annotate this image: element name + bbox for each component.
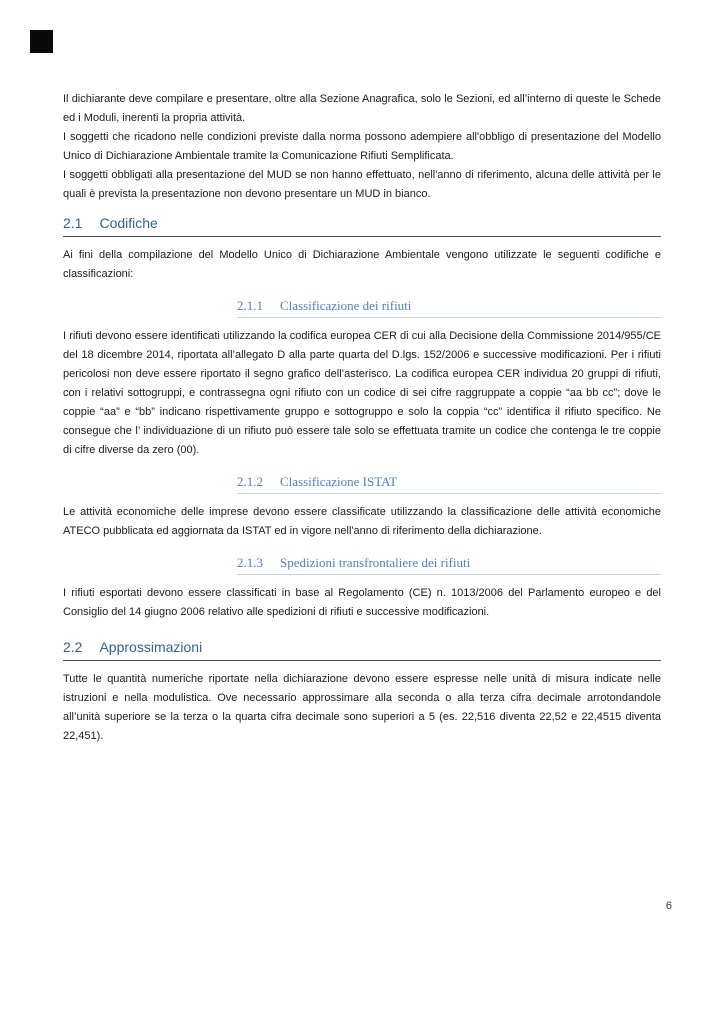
subsection-body-classificazione-rifiuti: I rifiuti devono essere identificati utilizzando la codifica europea CER di cui alla Decisione della Commissione 2014/955/CE del 18 dicembre 2014, riportata all’allegato D alla parte quarta del D.lgs. 152/2006 e successive modificazioni. Per i rifiuti pericolosi non deve essere riportato il segno grafico dell’asterisco. La codifica europea CER individua 20 gruppi di rifiuti, con i relativi sottogruppi, e contrassegna ogni rifiuto con un codice di sei cifre raggruppate a coppie “aa bb cc”; dove le coppie “aa” e “bb” indicano rispettivamente gruppo e sottogruppo e solo la coppia “cc” identifica il rifiuto specifico. Ne consegue che l’ individuazione di un rifiuto può essere tale solo se effettuata tramite un codice che contenga le tre coppie di cifre diverse da zero (00). (63, 330, 661, 456)
document-content (63, 90, 661, 746)
intro-paragraph-3: I soggetti obbligati alla presentazione del MUD se non hanno effettuato, nell'anno di riferimento, alcuna delle attività per le quali è prevista la presentazione non devono presentare un MUD in bianco. (63, 169, 661, 200)
corner-black-square (30, 30, 53, 53)
subsection-body-spedizioni-transfrontaliere: I rifiuti esportati devono essere classificati in base al Regolamento (CE) n. 1013/2006 del Parlamento europeo e del Consiglio del 14 giugno 2006 relativo alle spedizioni di rifiuti e successive modificazioni. (63, 587, 661, 618)
section-title: Approssimazioni (99, 639, 203, 655)
subsection-heading-spedizioni-transfrontaliere (237, 554, 661, 575)
subsection-title: Classificazione dei rifiuti (280, 298, 412, 313)
page-number: 6 (665, 900, 672, 912)
section-body-codifiche: Ai fini della compilazione del Modello Unico di Dichiarazione Ambientale vengono utilizzate le seguenti codifiche e classificazioni: (63, 249, 661, 280)
subsection-heading-classificazione-istat (237, 473, 661, 494)
section-number: 2.1 (63, 215, 83, 231)
intro-paragraph-2: I soggetti che ricadono nelle condizioni previste dalla norma possono adempiere all'obbligo di presentazione del Modello Unico di Dichiarazione Ambientale tramite la Comunicazione Rifiuti Semplificata. (63, 131, 661, 162)
section-heading-codifiche (63, 214, 661, 237)
intro-paragraph-1: Il dichiarante deve compilare e presentare, oltre alla Sezione Anagrafica, solo le Sezioni, ed all’interno di queste le Schede ed i Moduli, inerenti la propria attività. (63, 93, 661, 124)
subsection-number: 2.1.2 (237, 474, 263, 489)
section-heading-approssimazioni (63, 638, 661, 661)
subsection-number: 2.1.1 (237, 298, 263, 313)
subsection-title: Classificazione ISTAT (280, 474, 398, 489)
section-body-approssimazioni: Tutte le quantità numeriche riportate nella dichiarazione devono essere espresse nelle unità di misura indicate nelle istruzioni e nella modulistica. Ove necessario approssimare alla seconda o alla terza cifra decimale arrotondandole all’unità superiore se la terza o la quarta cifra decimale sono superiori a 5 (es. 22,516 diventa 22,52 e 22,4515 diventa 22,451). (63, 673, 661, 742)
subsection-heading-classificazione-rifiuti (237, 297, 661, 318)
subsection-title: Spedizioni transfrontaliere dei rifiuti (280, 555, 471, 570)
section-number: 2.2 (63, 639, 83, 655)
subsection-number: 2.1.3 (237, 555, 263, 570)
section-title: Codifiche (99, 215, 158, 231)
subsection-body-classificazione-istat: Le attività economiche delle imprese devono essere classificate utilizzando la classificazione delle attività economiche ATECO pubblicata ed aggiornata da ISTAT ed in vigore nell'anno di riferimento della dichiarazione. (63, 506, 661, 537)
